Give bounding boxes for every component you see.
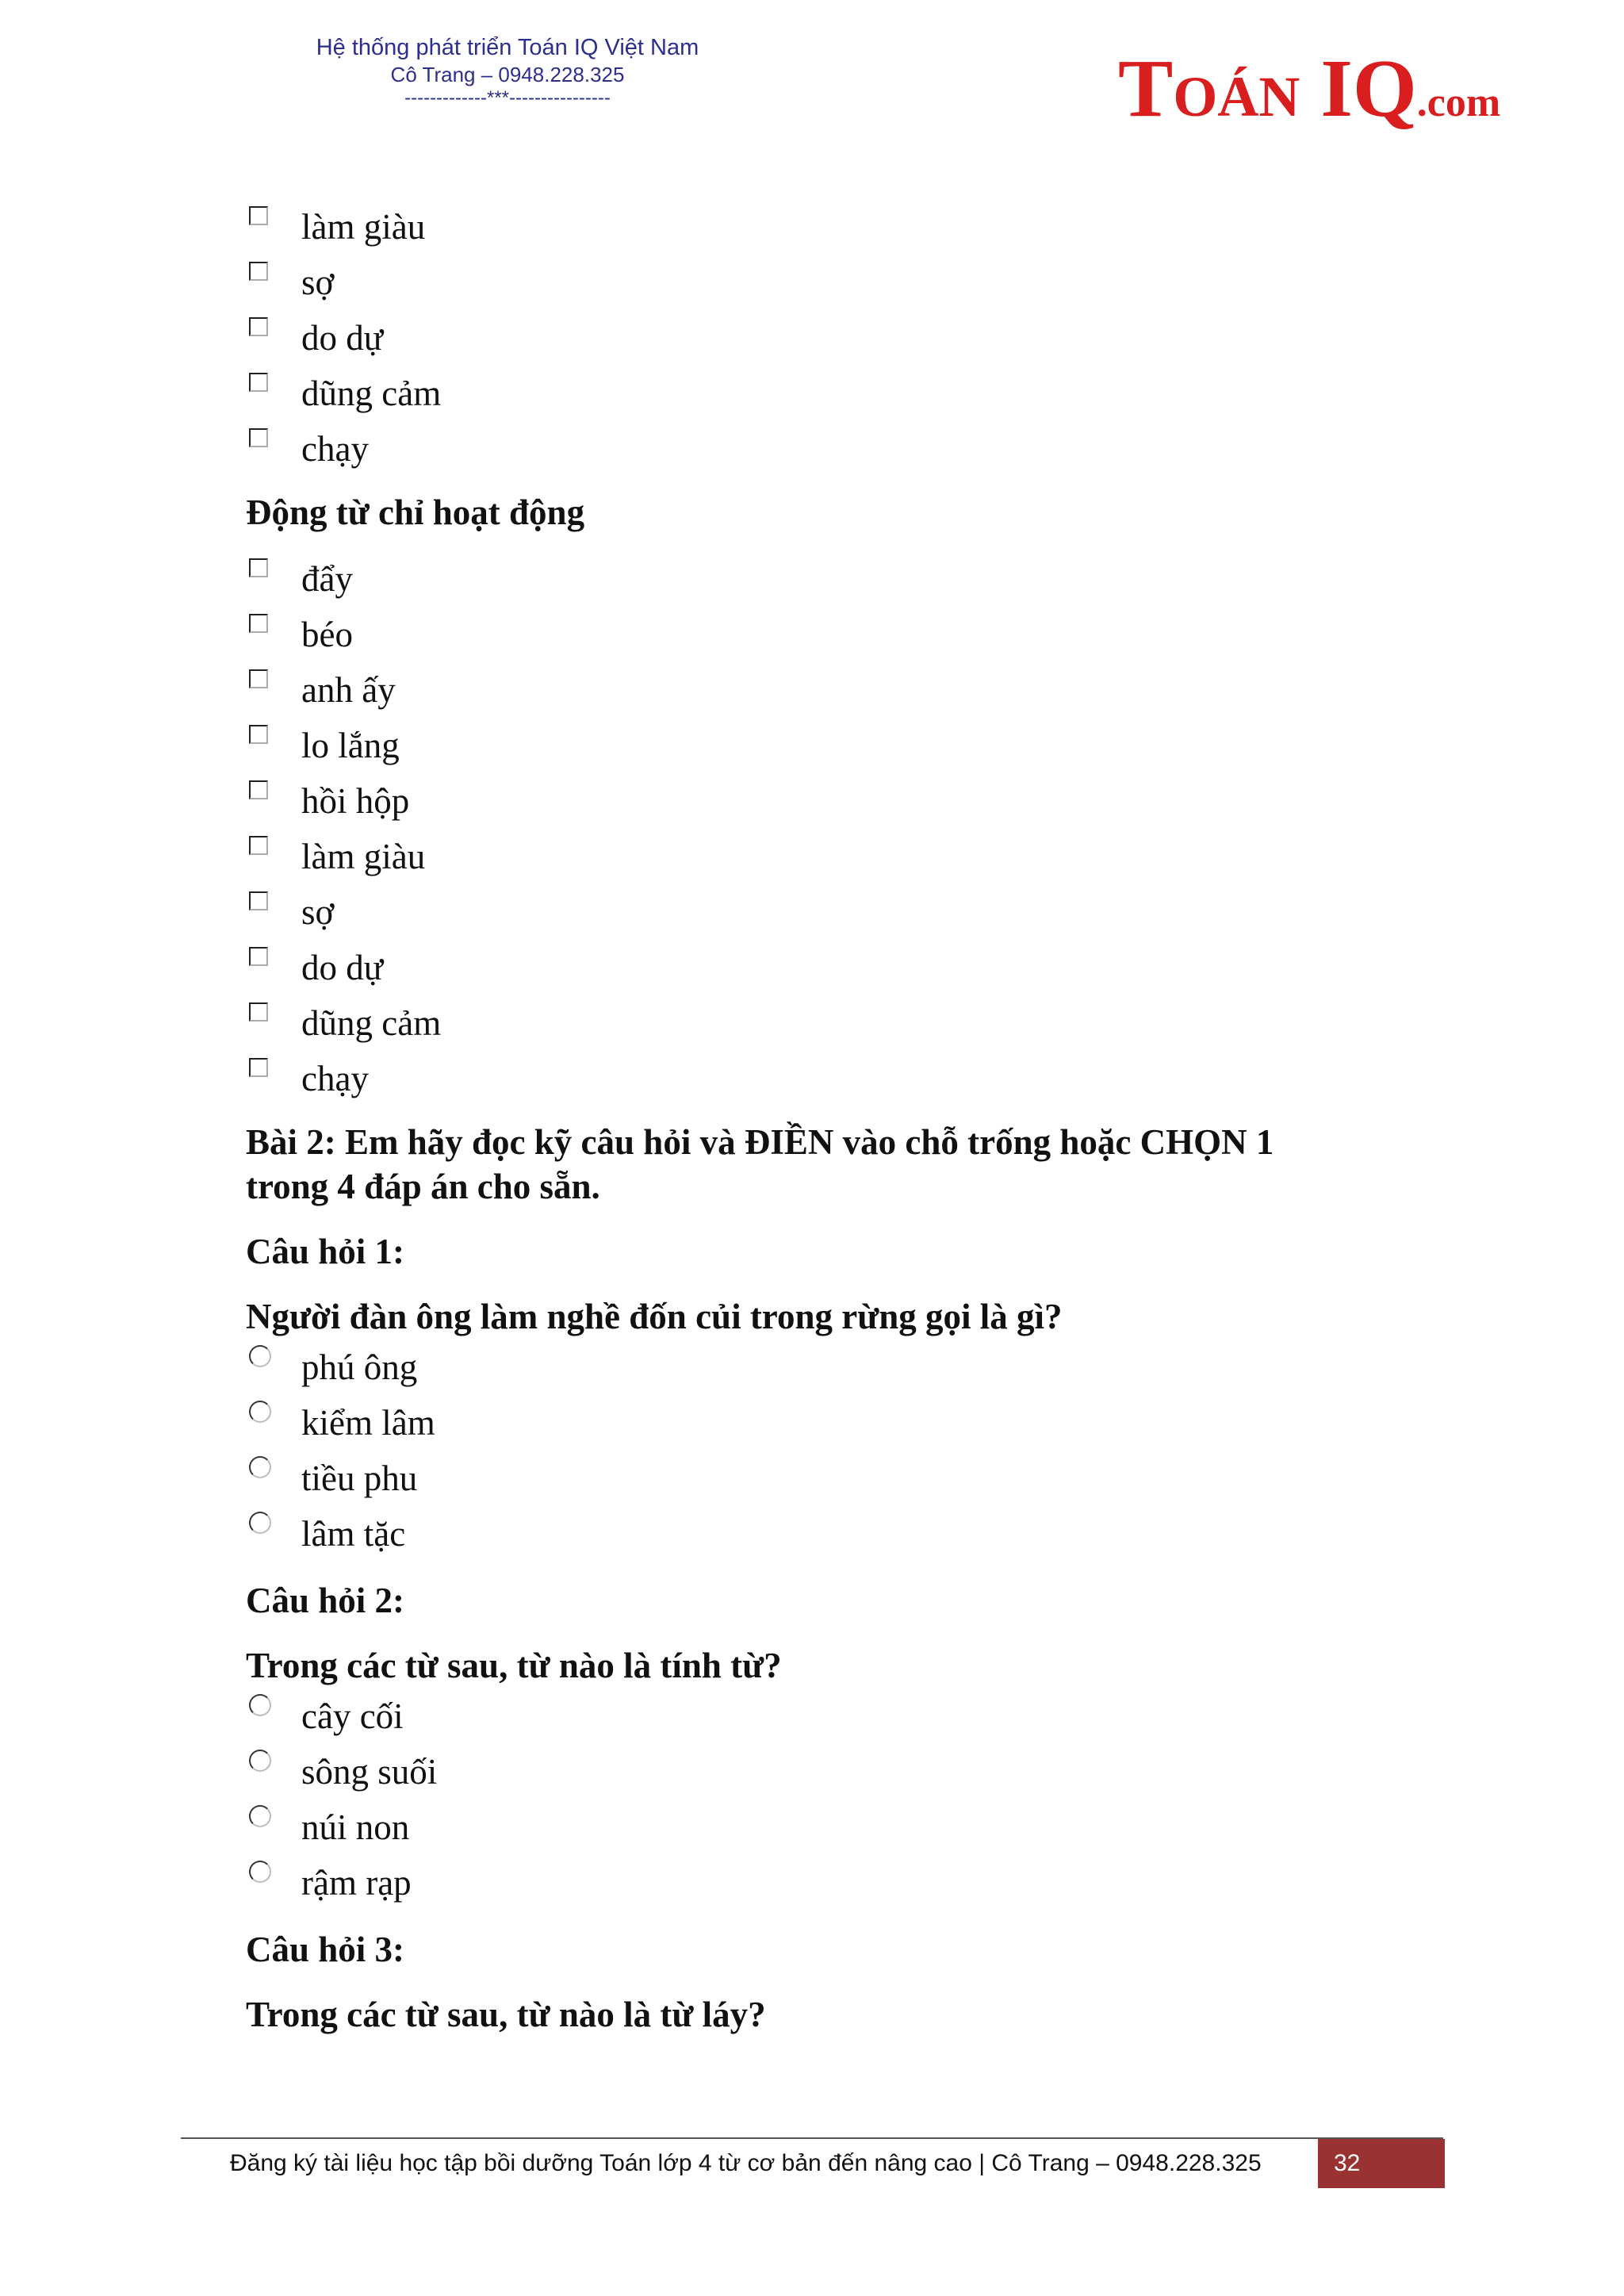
option-label: sợ (301, 892, 335, 932)
radio-button[interactable] (249, 1750, 271, 1772)
option-label: phú ông (301, 1347, 418, 1387)
list-item[interactable] (246, 1050, 1388, 1106)
option-label: do dự (301, 948, 384, 987)
checkbox[interactable] (249, 669, 268, 688)
list-item[interactable] (246, 1394, 1388, 1450)
question-1-options (246, 1339, 1388, 1561)
list-item[interactable] (246, 1854, 1388, 1910)
checkbox-list-2 (246, 550, 1388, 1106)
header-org-name: Hệ thống phát triển Toán IQ Việt Nam (316, 35, 699, 60)
logo-oan: OÁN (1173, 65, 1300, 128)
option-label: rậm rạp (301, 1863, 412, 1903)
list-item[interactable] (246, 1688, 1388, 1743)
list-item[interactable] (246, 365, 1388, 420)
header-info (262, 33, 753, 109)
checkbox[interactable] (249, 428, 268, 447)
checkbox[interactable] (249, 317, 268, 336)
option-label: làm giàu (301, 207, 426, 247)
option-label: hồi hộp (301, 781, 410, 821)
exercise-2-line-2: trong 4 đáp án cho sẵn. (246, 1167, 600, 1206)
list-item[interactable] (246, 939, 1388, 995)
option-label: cây cối (301, 1696, 404, 1736)
list-item[interactable] (246, 717, 1388, 772)
list-item[interactable] (246, 884, 1388, 939)
list-item[interactable] (246, 606, 1388, 661)
list-item[interactable] (246, 1505, 1388, 1561)
question-1-text: Người đàn ông làm nghề đốn củi trong rừng gọi là gì? (246, 1297, 1063, 1336)
option-label: anh ấy (301, 670, 396, 710)
option-label: lo lắng (301, 726, 400, 765)
radio-button[interactable] (249, 1345, 271, 1367)
checkbox[interactable] (249, 262, 268, 281)
option-label: núi non (301, 1807, 410, 1847)
checkbox[interactable] (249, 614, 268, 633)
list-item[interactable] (246, 1339, 1388, 1394)
header-divider: -------------***---------------- (404, 87, 611, 109)
list-item[interactable] (246, 1450, 1388, 1505)
option-label: lâm tặc (301, 1514, 406, 1554)
list-item[interactable] (246, 309, 1388, 365)
logo-t: T (1118, 43, 1174, 134)
radio-button[interactable] (249, 1861, 271, 1883)
list-item[interactable] (246, 420, 1388, 476)
logo-com: .com (1416, 80, 1501, 125)
list-item[interactable] (246, 995, 1388, 1050)
radio-button[interactable] (249, 1512, 271, 1534)
question-2-label: Câu hỏi 2: (246, 1581, 405, 1620)
radio-button[interactable] (249, 1456, 271, 1478)
list-item[interactable] (246, 661, 1388, 717)
checkbox[interactable] (249, 1002, 268, 1022)
list-item[interactable] (246, 254, 1388, 309)
document-content (246, 198, 1388, 2037)
exercise-2-line-1: Bài 2: Em hãy đọc kỹ câu hỏi và ĐIỀN vào chỗ trống hoặc CHỌN 1 (246, 1122, 1274, 1162)
question-3-label: Câu hỏi 3: (246, 1930, 405, 1969)
question-2-text: Trong các từ sau, từ nào là tính từ? (246, 1646, 782, 1685)
option-label: do dự (301, 318, 384, 358)
header-contact: Cô Trang – 0948.228.325 (390, 63, 625, 86)
list-item[interactable] (246, 1799, 1388, 1854)
footer-divider (181, 2137, 1443, 2139)
section-heading-verb: Động từ chỉ hoạt động (246, 493, 585, 532)
checkbox[interactable] (249, 891, 268, 910)
option-label: chạy (301, 429, 369, 469)
checkbox-list-1 (246, 198, 1388, 476)
checkbox[interactable] (249, 558, 268, 577)
question-2-options (246, 1688, 1388, 1910)
checkbox[interactable] (249, 1058, 268, 1077)
checkbox[interactable] (249, 206, 268, 225)
checkbox[interactable] (249, 725, 268, 744)
radio-button[interactable] (249, 1805, 271, 1827)
option-label: sông suối (301, 1752, 438, 1792)
option-label: kiểm lâm (301, 1403, 435, 1443)
checkbox[interactable] (249, 373, 268, 392)
exercise-2-instructions (246, 1120, 1388, 1209)
question-1-label: Câu hỏi 1: (246, 1232, 405, 1271)
option-label: dũng cảm (301, 1003, 442, 1043)
brand-logo (1118, 41, 1500, 136)
option-label: đẩy (301, 559, 353, 599)
option-label: chạy (301, 1059, 369, 1098)
option-label: làm giàu (301, 837, 426, 876)
checkbox[interactable] (249, 947, 268, 966)
list-item[interactable] (246, 1743, 1388, 1799)
footer-text: Đăng ký tài liệu học tập bồi dưỡng Toán lớp 4 từ cơ bản đến nâng cao | Cô Trang – 0948.228.325 (230, 2150, 1262, 2176)
option-label: dũng cảm (301, 374, 442, 413)
checkbox[interactable] (249, 780, 268, 799)
checkbox[interactable] (249, 836, 268, 855)
question-3-text: Trong các từ sau, từ nào là từ láy? (246, 1995, 766, 2034)
logo-iq: IQ (1300, 43, 1417, 134)
page-number: 32 (1318, 2139, 1445, 2188)
radio-button[interactable] (249, 1694, 271, 1716)
list-item[interactable] (246, 772, 1388, 828)
list-item[interactable] (246, 828, 1388, 884)
option-label: sợ (301, 263, 335, 302)
list-item[interactable] (246, 550, 1388, 606)
option-label: béo (301, 615, 353, 654)
list-item[interactable] (246, 198, 1388, 254)
option-label: tiều phu (301, 1458, 418, 1498)
radio-button[interactable] (249, 1401, 271, 1423)
